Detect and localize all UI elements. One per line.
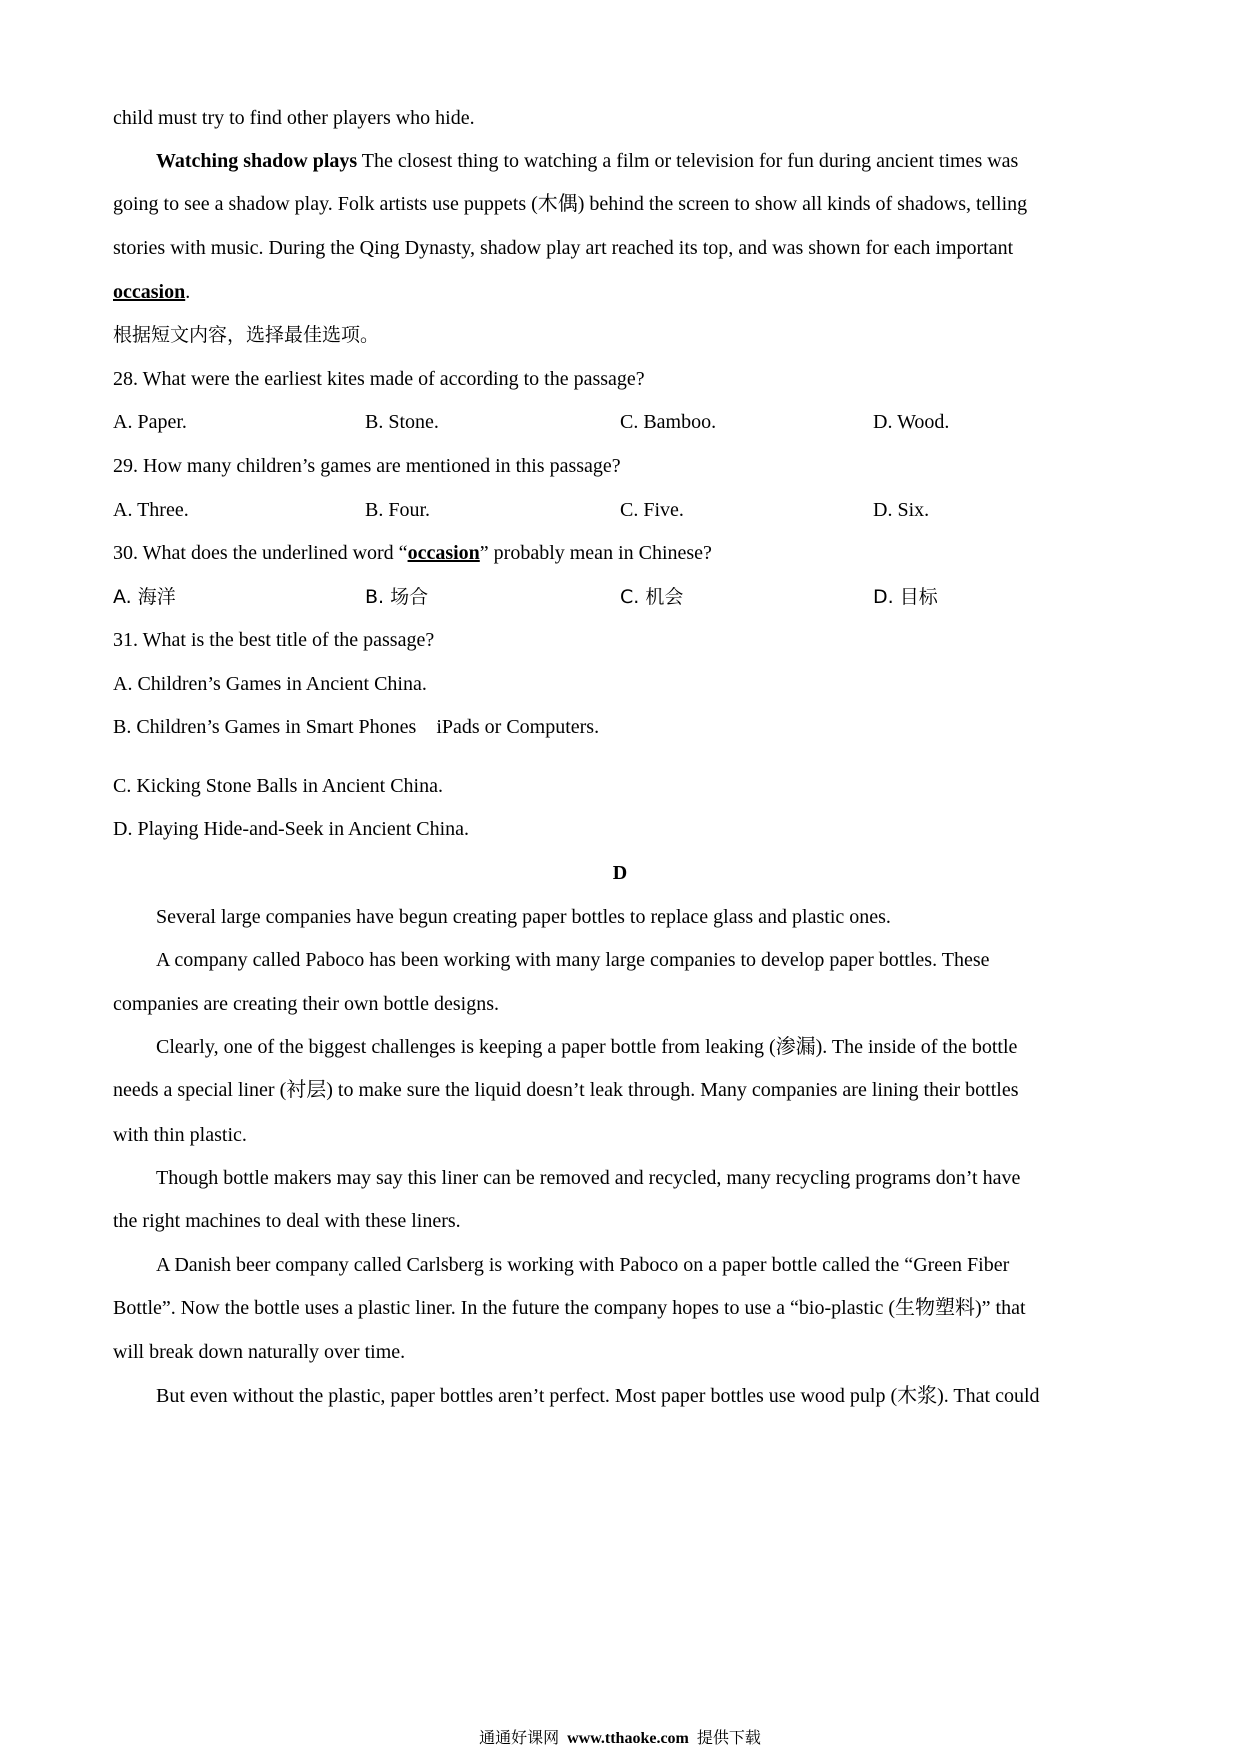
stem-text: ” probably mean in Chinese? — [479, 542, 712, 564]
option-d: D. Wood. — [873, 411, 950, 433]
passage-line: going to see a shadow play. Folk artists use puppets (木偶) behind the screen to show all kinds of shadows, telling — [113, 193, 1028, 215]
shadow-heading: Watching shadow plays — [156, 150, 358, 172]
option-c: C. Five. — [620, 499, 684, 521]
option-a: A. Paper. — [113, 411, 187, 433]
passage-line: child must try to find other players who hide. — [113, 107, 475, 129]
passage-line: But even without the plastic, paper bottles aren’t perfect. Most paper bottles use wood pulp (木浆). That could — [156, 1385, 1040, 1407]
footer-site-name: 通通好课网 — [479, 1728, 560, 1747]
passage-line: the right machines to deal with these liners. — [113, 1210, 461, 1232]
stem-text: 30. What does the underlined word “ — [113, 542, 408, 564]
passage-line: Bottle”. Now the bottle uses a plastic liner. In the future the company hopes to use a “bio-plastic (生物塑料)” that — [113, 1297, 1026, 1319]
passage-line — [113, 279, 190, 305]
option-a: A. Children’s Games in Ancient China. — [113, 673, 427, 695]
underlined-word: occasion — [113, 281, 186, 303]
option-c: C. Bamboo. — [620, 411, 717, 433]
passage-line: A Danish beer company called Carlsberg is working with Paboco on a paper bottle called the “Green Fiber — [156, 1254, 1010, 1276]
footer-suffix: 提供下载 — [696, 1728, 761, 1747]
option-b: B. Children’s Games in Smart Phones iPads or Computers. — [113, 716, 600, 738]
passage-line: will break down naturally over time. — [113, 1341, 406, 1363]
passage-paragraph-shadow — [156, 148, 1018, 174]
option-b: B. Four. — [365, 499, 431, 521]
option-b: B. 场合 — [365, 586, 429, 608]
section-title: D — [612, 862, 628, 884]
option-c: C. 机会 — [620, 586, 684, 608]
question-stem — [113, 540, 712, 566]
option-b: B. Stone. — [365, 411, 439, 433]
passage-line: Several large companies have begun creating paper bottles to replace glass and plastic ones. — [156, 906, 891, 928]
passage-line: Though bottle makers may say this liner can be removed and recycled, many recycling programs don’t have — [156, 1167, 1021, 1189]
passage-line: companies are creating their own bottle designs. — [113, 993, 499, 1015]
option-a: A. Three. — [113, 499, 189, 521]
instruction-text: 根据短文内容，选择最佳选项。 — [113, 324, 380, 346]
footer-url[interactable]: www.tthaoke.com — [567, 1730, 689, 1747]
underlined-word: occasion — [407, 542, 480, 564]
passage-text: The closest thing to watching a film or television for fun during ancient times was — [357, 150, 1019, 172]
option-d: D. Playing Hide-and-Seek in Ancient China. — [113, 818, 470, 840]
passage-line: stories with music. During the Qing Dynasty, shadow play art reached its top, and was shown for each important — [113, 237, 1014, 259]
option-d: D. Six. — [873, 499, 930, 521]
option-a: A. 海洋 — [113, 586, 176, 608]
question-stem: 28. What were the earliest kites made of according to the passage? — [113, 368, 645, 390]
passage-line: needs a special liner (衬层) to make sure the liquid doesn’t leak through. Many companies are lining their bottles — [113, 1079, 1019, 1101]
period: . — [185, 281, 191, 303]
passage-line: A company called Paboco has been working with many large companies to develop paper bottles. These — [156, 949, 990, 971]
question-stem: 31. What is the best title of the passage? — [113, 629, 435, 651]
page-footer — [0, 1728, 1240, 1749]
passage-line: Clearly, one of the biggest challenges is keeping a paper bottle from leaking (渗漏). The inside of the bottle — [156, 1036, 1018, 1058]
passage-line: with thin plastic. — [113, 1124, 247, 1146]
option-d: D. 目标 — [873, 586, 938, 608]
question-stem: 29. How many children’s games are mentioned in this passage? — [113, 455, 621, 477]
option-c: C. Kicking Stone Balls in Ancient China. — [113, 775, 443, 797]
